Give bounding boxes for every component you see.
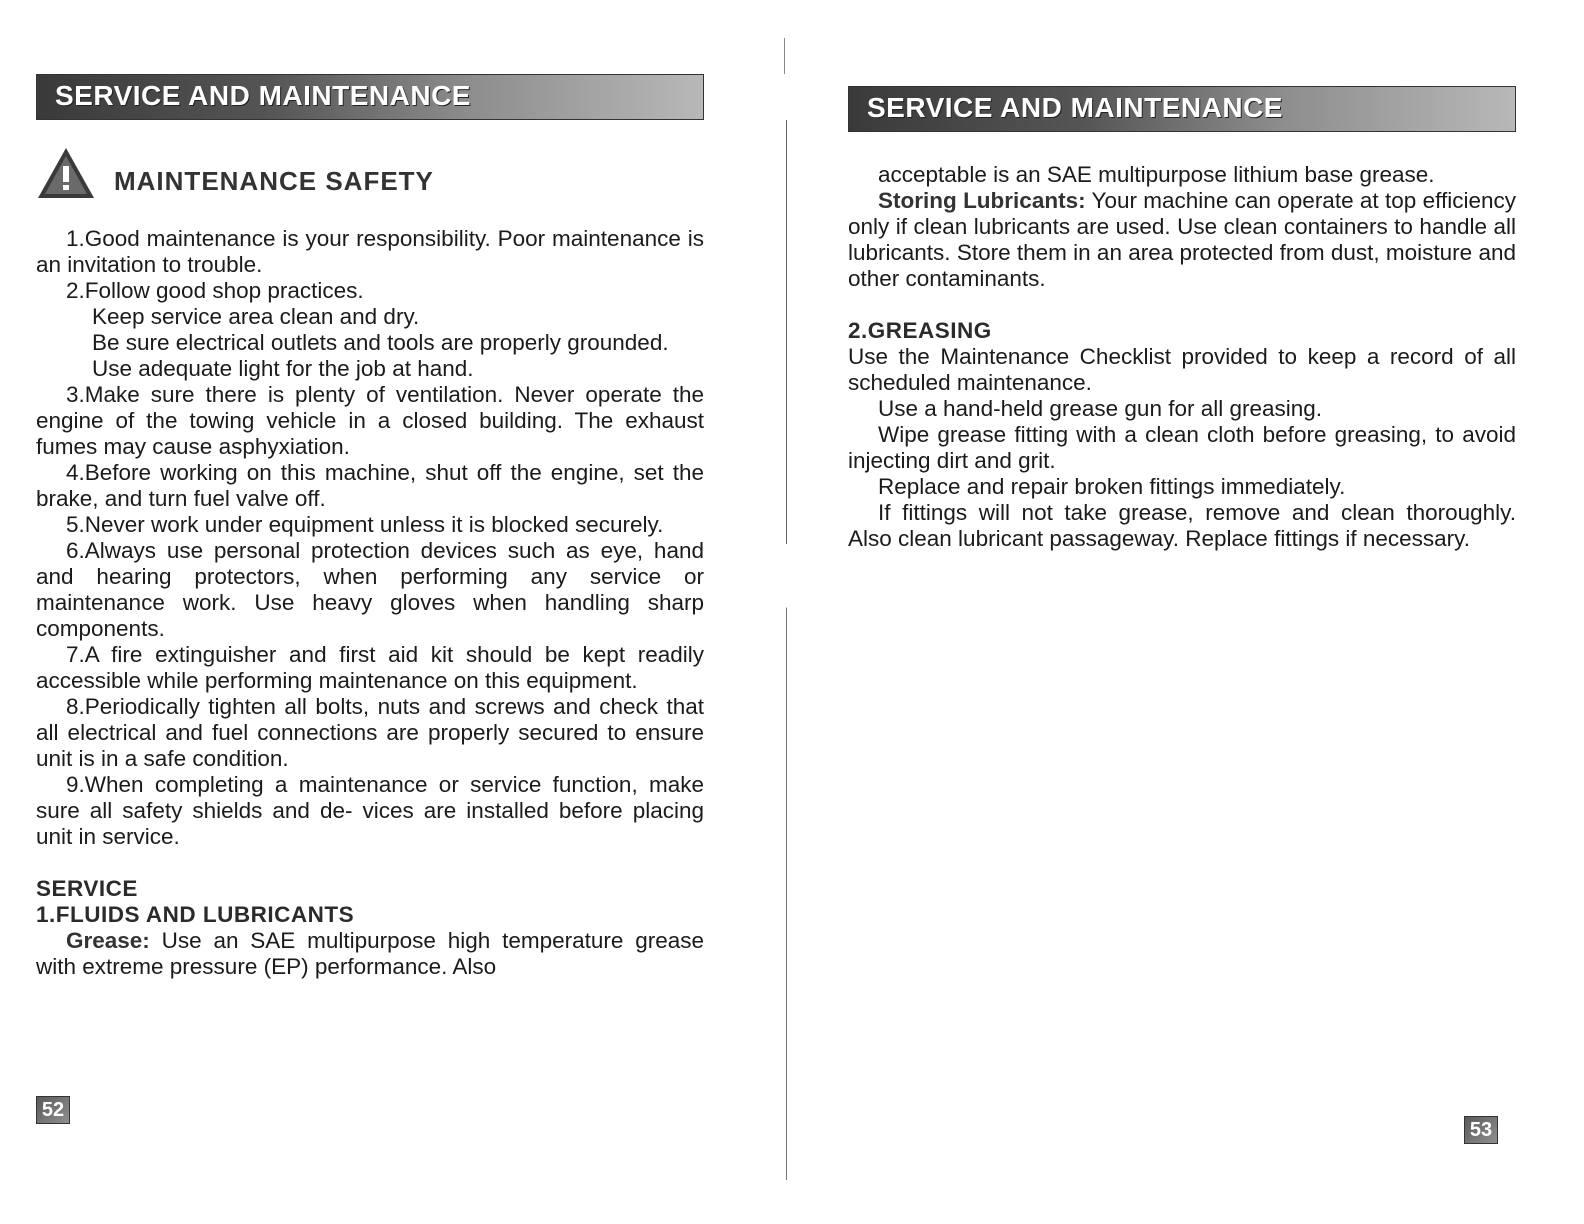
- paragraph: Use a hand-held grease gun for all greasing.: [878, 396, 1323, 421]
- section-banner: [36, 74, 704, 120]
- paragraph: Use the Maintenance Checklist provided to keep a record of all scheduled maintenance.: [848, 344, 1516, 395]
- storing-text: Your machine can operate at top efficiency only if clean lubricants are used. Use clean containers to handle all lubricants. Store them in an area protected from dust, moisture and other contaminants.: [848, 188, 1516, 291]
- right-page: [790, 0, 1584, 1224]
- page-number: 52: [36, 1096, 70, 1124]
- section-banner-title: SERVICE AND MAINTENANCE: [867, 92, 1283, 123]
- section-banner-title: SERVICE AND MAINTENANCE: [55, 80, 471, 111]
- grease-label: Grease:: [66, 928, 150, 953]
- paragraph: 8.Periodically tighten all bolts, nuts and screws and check that all electrical and fuel connections are properly secured to ensure unit is in a safe condition.: [36, 694, 704, 771]
- left-page: [0, 0, 790, 1224]
- warning-triangle-icon: [36, 146, 96, 200]
- fluids-heading: 1.FLUIDS AND LUBRICANTS: [36, 902, 355, 927]
- paragraph: If fittings will not take grease, remove and clean thoroughly. Also clean lubricant passageway. Replace fittings if necessary.: [848, 500, 1516, 551]
- storing-label: Storing Lubricants:: [878, 188, 1086, 213]
- continued-paragraph: acceptable is an SAE multipurpose lithium base grease.: [878, 162, 1435, 187]
- maintenance-safety-header: [36, 146, 696, 202]
- paragraph: 1.Good maintenance is your responsibility. Poor maintenance is an invitation to trouble.: [36, 226, 704, 277]
- maintenance-safety-title: MAINTENANCE SAFETY: [114, 166, 434, 196]
- storing-paragraph: [848, 188, 1516, 292]
- grease-text: Use an SAE multipurpose high temperature grease with extreme pressure (EP) performance. Also: [36, 928, 704, 979]
- paragraph: Be sure electrical outlets and tools are properly grounded.: [92, 330, 669, 355]
- paragraph: Use adequate light for the job at hand.: [92, 356, 474, 381]
- paragraph: Wipe grease fitting with a clean cloth before greasing, to avoid injecting dirt and grit.: [848, 422, 1516, 473]
- paragraph: 5.Never work under equipment unless it is blocked securely.: [66, 512, 664, 537]
- right-body-text: [848, 162, 1516, 552]
- greasing-heading: 2.GREASING: [848, 318, 992, 343]
- left-body-text: [36, 226, 704, 980]
- paragraph: Keep service area clean and dry.: [92, 304, 420, 329]
- paragraph: 7.A fire extinguisher and first aid kit should be kept readily accessible while performing maintenance on this equipment.: [36, 642, 704, 693]
- paragraph: 2.Follow good shop practices.: [66, 278, 364, 303]
- grease-paragraph: [36, 928, 704, 980]
- page-number: 53: [1464, 1116, 1498, 1144]
- paragraph: 6.Always use personal protection devices such as eye, hand and hearing protectors, when performing any service or maintenance work. Use heavy gloves when handling sharp components.: [36, 538, 704, 641]
- service-heading: SERVICE: [36, 876, 138, 901]
- paragraph: Replace and repair broken fittings immediately.: [878, 474, 1346, 499]
- section-banner: [848, 86, 1516, 132]
- paragraph: 3.Make sure there is plenty of ventilation. Never operate the engine of the towing vehicle in a closed building. The exhaust fumes may cause asphyxiation.: [36, 382, 704, 459]
- paragraph: 9.When completing a maintenance or service function, make sure all safety shields and de- vices are installed before placing unit in service.: [36, 772, 704, 849]
- paragraph: 4.Before working on this machine, shut off the engine, set the brake, and turn fuel valve off.: [36, 460, 704, 511]
